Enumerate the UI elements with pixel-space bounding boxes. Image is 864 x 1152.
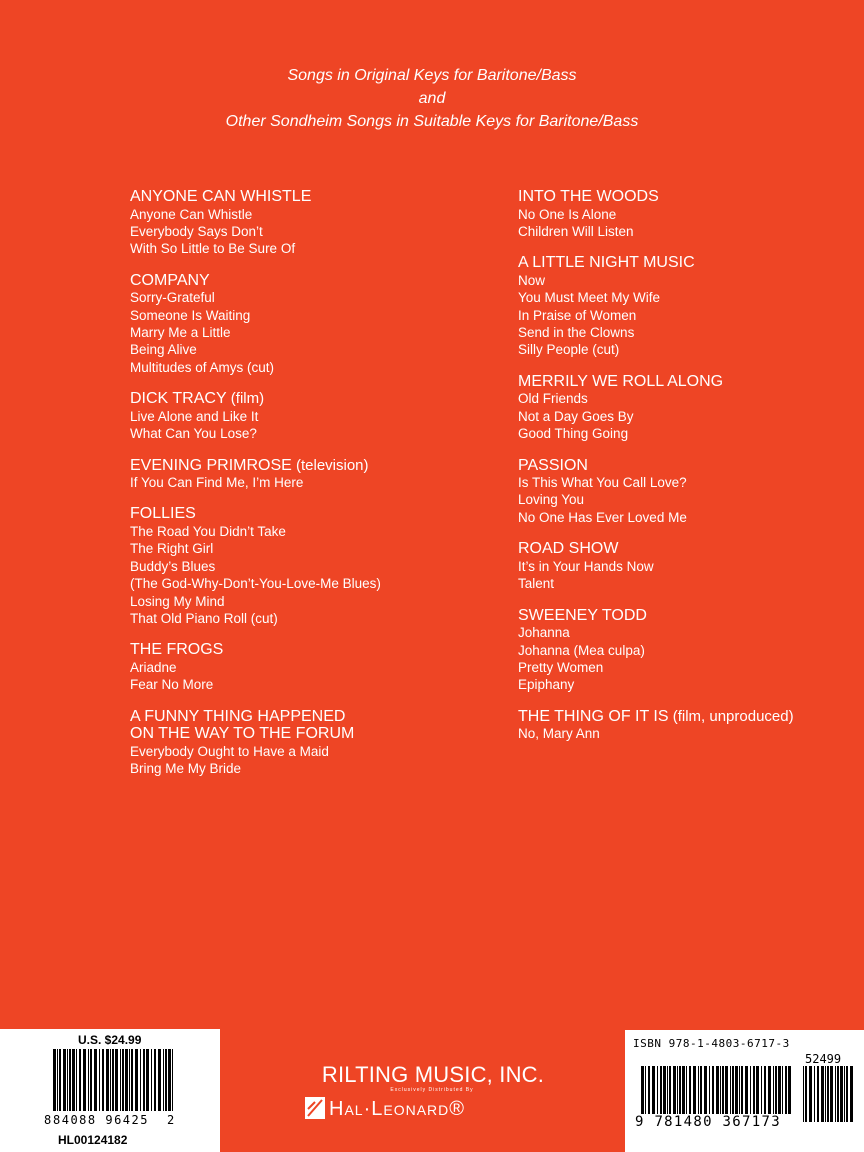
show-block [518,254,848,359]
show-title-line-2: ON THE WAY TO THE FORUM [130,725,355,743]
hal-leonard-emblem-icon [305,1097,325,1119]
barcode-bar [57,1049,58,1111]
barcode-bar [110,1049,111,1111]
show-title [130,188,490,206]
song-list-left-column [130,188,490,792]
barcode-bar [125,1049,128,1111]
song-item: Epiphany [518,677,575,693]
barcode-bar [844,1066,845,1122]
barcode-bar [825,1066,826,1122]
barcode-bar [90,1049,92,1111]
barcode-bar [120,1049,121,1111]
barcode-bar [817,1066,819,1122]
isbn-digits: 9 781480 367173 [635,1114,781,1130]
show-note: (television) [291,456,369,474]
barcode-bar [805,1066,807,1122]
song-item: Loving You [518,492,585,508]
show-block [518,708,848,743]
show-title-text: THE THING OF IT IS [518,707,669,725]
barcode-bar [140,1049,141,1111]
publisher-name: RILTING MUSIC, INC. [321,1062,545,1087]
show-block [518,457,848,527]
show-block [518,540,848,592]
song-item: Pretty Women [518,659,604,675]
show-title-text: ANYONE CAN WHISTLE [130,188,312,205]
song-item: Everybody Says Don’t [130,223,263,239]
show-title-text: PASSION [518,456,588,474]
show-title-text: A LITTLE NIGHT MUSIC [518,254,695,272]
show-title-text: MERRILY WE ROLL ALONG [518,372,724,390]
barcode-bar [94,1049,97,1111]
show-note: (film) [226,390,265,408]
show-title [130,272,490,290]
song-item: No, Mary Ann [518,726,600,742]
show-title-text: COMPANY [130,271,210,289]
show-title [130,505,490,523]
barcode-bar [129,1049,130,1111]
show-title-text: FOLLIES [130,505,196,523]
song-item: If You Can Find Me, I’m Here [130,475,304,491]
barcode-bar [143,1049,145,1111]
song-item: Marry Me a Little [130,325,231,341]
show-title-text: SWEENEY TODD [518,606,647,624]
show-title-text: A FUNNY THING HAPPENED [130,707,346,725]
song-item: That Old Piano Roll (cut) [130,611,278,626]
song-item: Good Thing Going [518,426,629,442]
song-item: Is This What You Call Love? [518,475,687,491]
song-item: (The God-Why-Don’t-You-Love-Me Blues) [130,576,381,592]
barcode-bar [106,1049,109,1111]
barcode-bar [821,1066,824,1122]
barcode-bar [827,1066,829,1122]
show-title [130,457,490,475]
song-item: In Praise of Women [518,307,637,323]
upc-first-digit: 8 [44,1113,52,1127]
song-item: Johanna (Mea culpa) [518,642,645,658]
show-title [518,188,848,206]
heading-line-1: Songs in Original Keys for Baritone/Bass [287,67,577,84]
show-title [518,373,848,391]
song-item: You Must Meet My Wife [518,290,661,306]
show-title-text: DICK TRACY [130,390,227,408]
song-item: It’s in Your Hands Now [518,558,654,574]
barcode-bar [102,1049,104,1111]
barcode-bar [76,1049,77,1111]
barcode-bar [154,1049,156,1111]
upc-barcode [53,1049,173,1111]
song-item: No One Has Ever Loved Me [518,509,687,525]
barcode-bar [146,1049,149,1111]
song-item: Ariadne [130,659,177,675]
barcode-bar [837,1066,839,1122]
show-note: (film, unproduced) [668,707,794,725]
song-item: The Right Girl [130,541,214,557]
show-title [518,254,848,272]
barcode-bar [135,1049,138,1111]
show-block [518,373,848,443]
barcode-bar [850,1066,853,1122]
song-item: Now [518,272,546,288]
show-block [130,390,490,442]
show-title [518,607,848,625]
barcode-bar [67,1049,68,1111]
song-item: With So Little to Be Sure Of [130,241,296,257]
show-title [130,390,490,408]
barcode-bar [158,1049,161,1111]
barcode-bar [79,1049,81,1111]
barcode-bar [168,1049,171,1111]
song-item: Sorry-Grateful [130,290,215,306]
show-block [130,505,490,627]
show-block [518,188,848,240]
barcode-bar [99,1049,100,1111]
barcode-bar [88,1049,89,1111]
price-label: U.S. $24.99 [78,1033,142,1047]
upc-digits: 84088 96425 [53,1113,149,1127]
barcode-bar [803,1066,804,1122]
barcode-bar [53,1049,56,1111]
barcode-bar [163,1049,164,1111]
song-item: Children Will Listen [518,223,634,239]
barcode-bar [835,1066,836,1122]
distributed-by-label: Exclusively Distributed By [390,1087,474,1093]
barcode-bar [165,1049,167,1111]
barcode-bar [83,1049,86,1111]
song-item: Send in the Clowns [518,325,635,341]
show-title [518,540,848,558]
song-item: Anyone Can Whistle [130,206,253,222]
song-item: Talent [518,576,555,592]
song-item: Being Alive [130,342,197,358]
show-title-text: INTO THE WOODS [518,188,659,205]
isbn-label: ISBN 978-1-4803-6717-3 [633,1037,790,1050]
barcode-bar [840,1066,843,1122]
song-item: Live Alone and Like It [130,408,259,424]
song-item: Not a Day Goes By [518,408,634,424]
product-code: HL00124182 [58,1133,128,1147]
show-block [518,607,848,694]
song-item: Everybody Ought to Have a Maid [130,743,329,759]
song-item: Johanna [518,625,570,641]
show-block [130,272,490,377]
barcode-bar [809,1066,812,1122]
barcode-bar [172,1049,173,1111]
heading-line-2: and [418,90,446,107]
song-item: Bring Me My Bride [130,761,242,777]
song-item: Buddy’s Blues [130,558,216,574]
song-item: Old Friends [518,391,588,407]
barcode-bar [69,1049,71,1111]
barcode-bar [151,1049,152,1111]
distributor-logo [305,1097,565,1121]
song-item: What Can You Lose? [130,426,257,442]
song-item: Multitudes of Amys (cut) [130,359,275,375]
song-item: Fear No More [130,677,214,693]
show-title-text: ROAD SHOW [518,540,619,558]
song-item: Silly People (cut) [518,342,620,358]
show-title [130,641,490,659]
isbn-addon-barcode [803,1066,853,1122]
barcode-bar [131,1049,133,1111]
show-title-text: EVENING PRIMROSE [130,456,292,474]
show-block [130,708,490,778]
show-title [518,708,848,726]
barcode-bar [112,1049,114,1111]
song-item: Someone Is Waiting [130,307,251,323]
song-item: Losing My Mind [130,593,225,609]
barcode-bar [122,1049,124,1111]
barcode-bar [846,1066,848,1122]
show-title-text: THE FROGS [130,641,224,659]
barcode-bar [115,1049,118,1111]
show-block [130,188,490,258]
upc-last-digit: 2 [167,1113,175,1127]
barcode-bar [814,1066,815,1122]
barcode-bar [72,1049,75,1111]
cover-heading [0,64,864,133]
show-block [130,457,490,492]
show-title [518,457,848,475]
isbn-addon-digits: 52499 [805,1052,842,1066]
song-item: The Road You Didn’t Take [130,523,286,539]
song-item: No One Is Alone [518,206,617,222]
barcode-bar [63,1049,66,1111]
barcode-bar [830,1066,833,1122]
show-title [130,708,490,726]
song-list-right-column [518,188,848,757]
barcode-bar [59,1049,61,1111]
heading-line-3: Other Sondheim Songs in Suitable Keys for Baritone/Bass [225,113,639,130]
distributor-name: Hal·Leonard® [329,1098,465,1120]
show-block [130,641,490,693]
